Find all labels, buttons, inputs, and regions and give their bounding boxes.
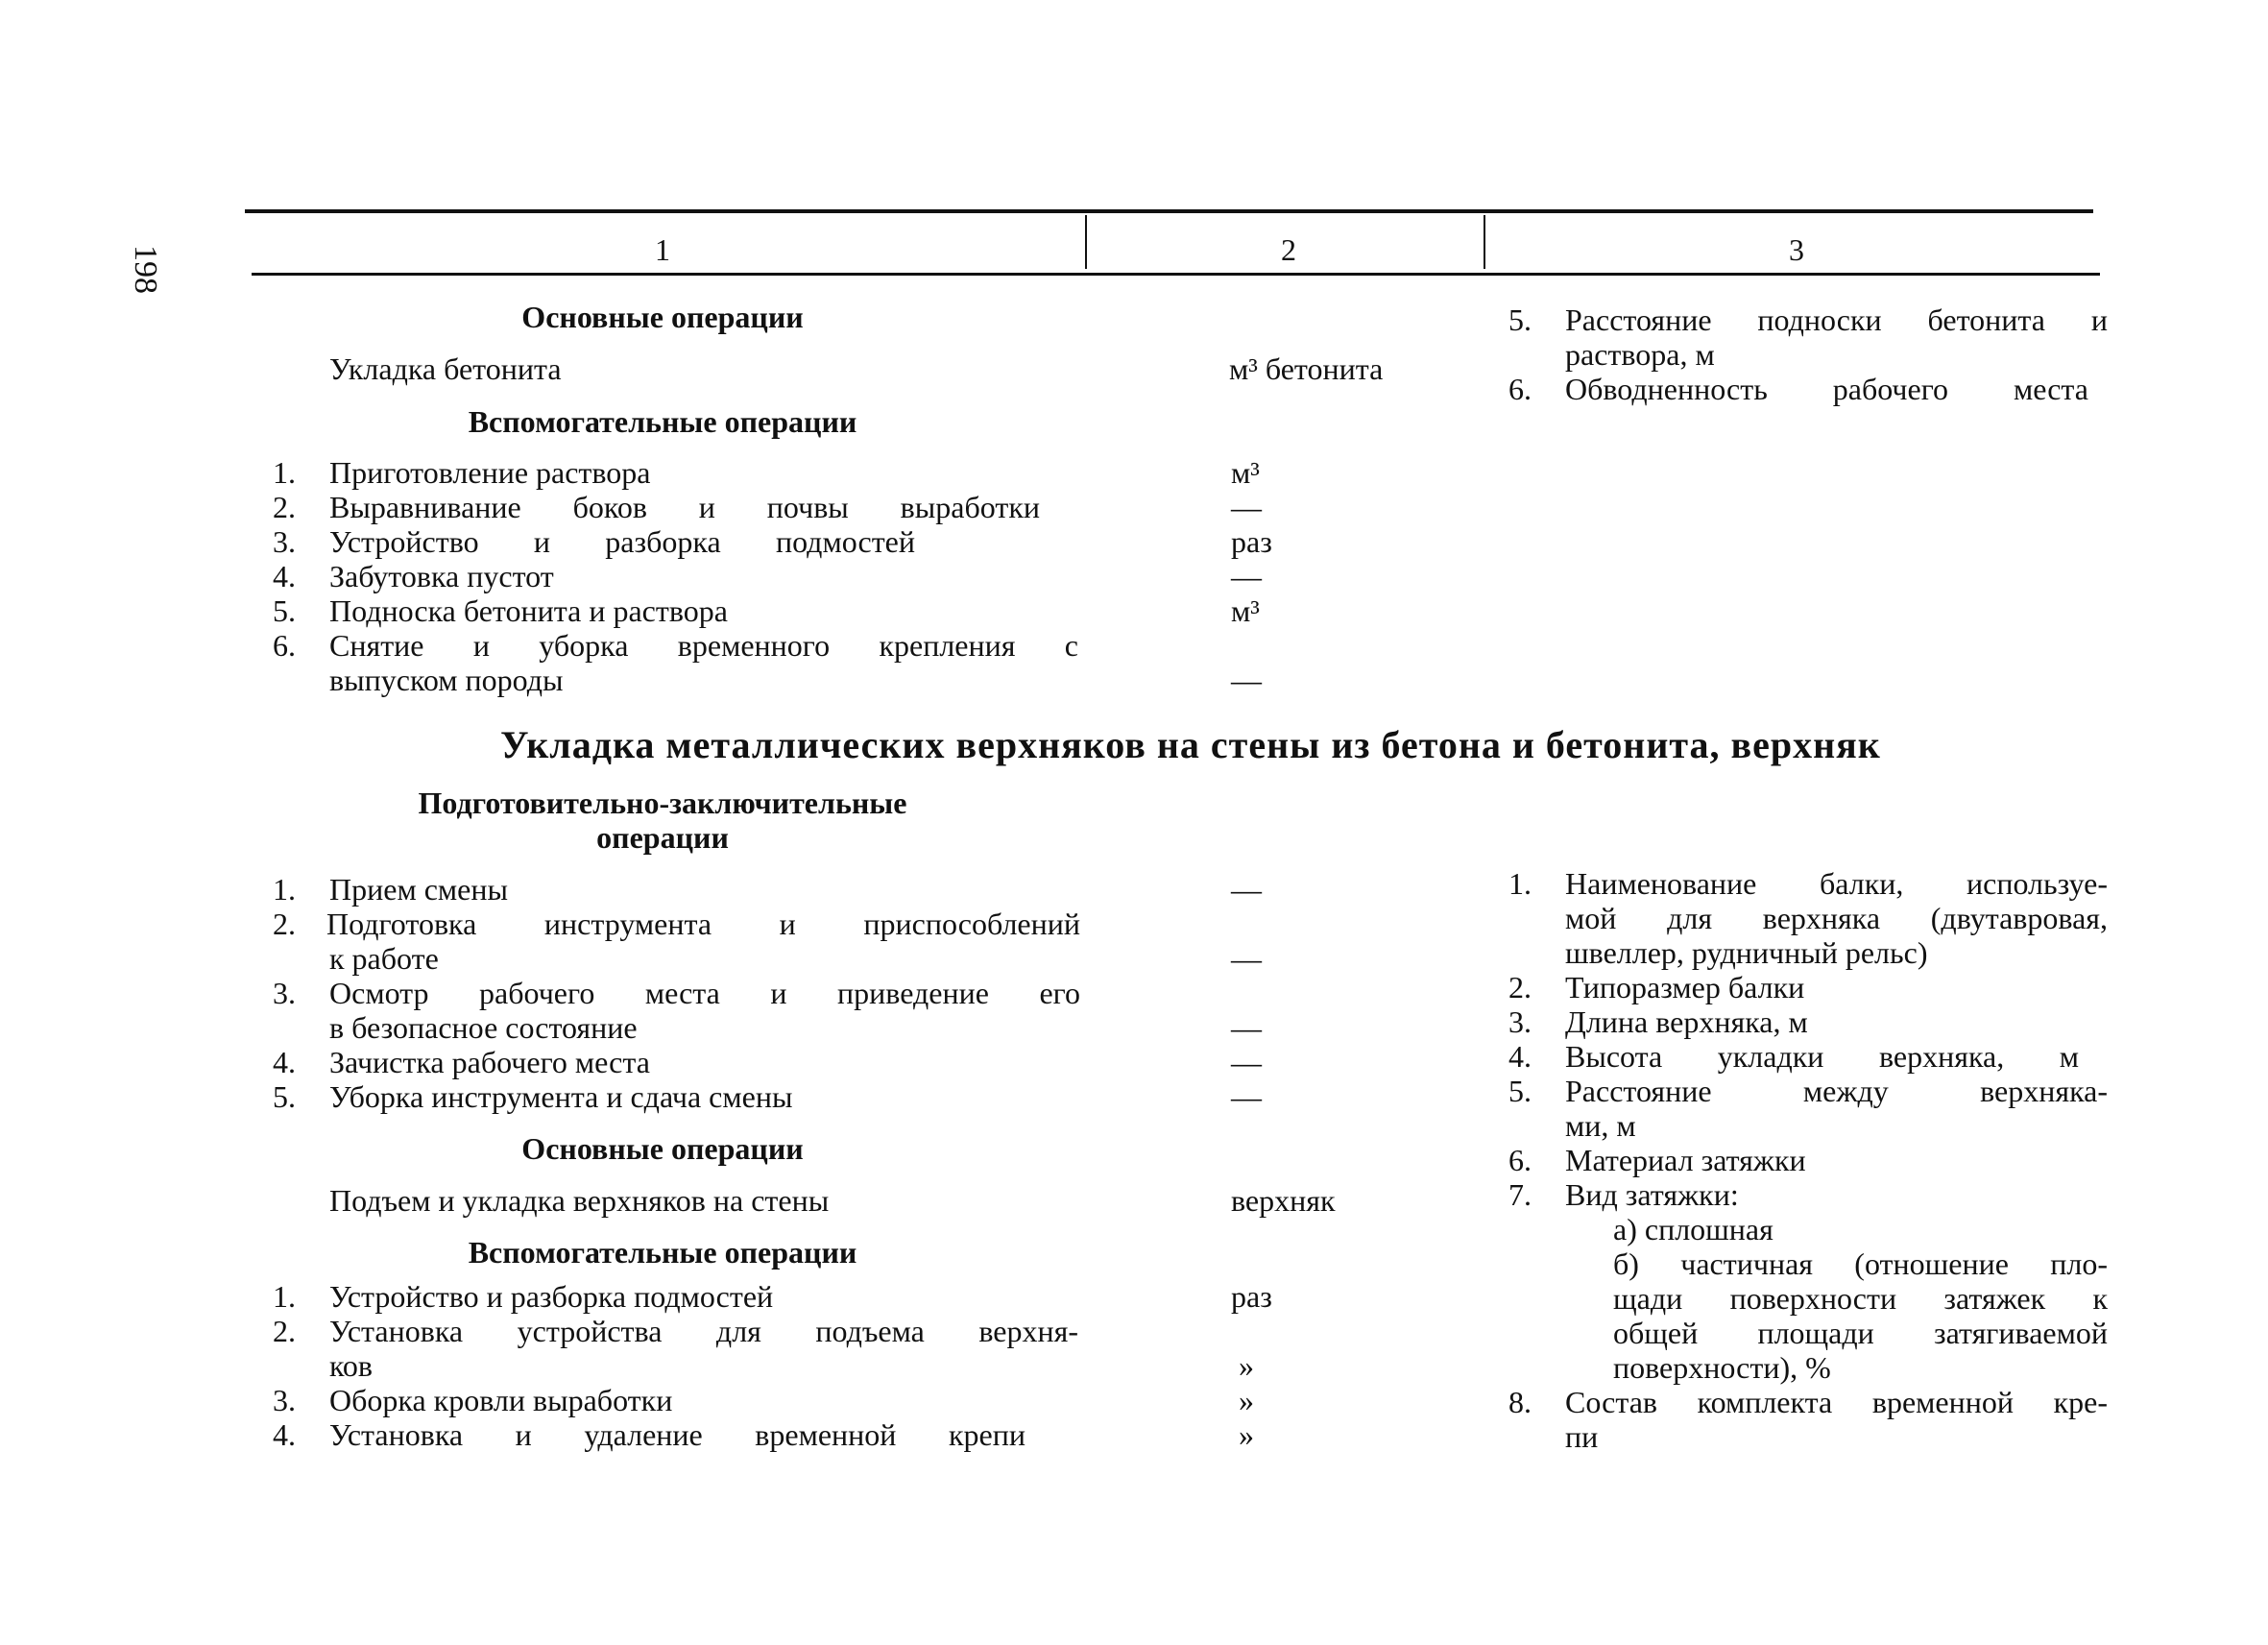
- s1-aux-unit-5: м³: [1231, 593, 1260, 628]
- header-col1: 1: [655, 232, 670, 267]
- s2-factor-1-line-1: Наименование балки, используе-: [1565, 866, 2108, 901]
- s1-aux-num-5: 5.: [273, 593, 296, 628]
- s1-aux-num-4: 4.: [273, 559, 296, 593]
- s2-factor-7b-line-1: б) частичная (отношение пло-: [1613, 1246, 2108, 1281]
- s2-prep-text-3b: в безопасное состояние: [329, 1010, 638, 1045]
- s2-main-heading: Основные операции: [521, 1131, 804, 1166]
- s2-aux-heading: Вспомогательные операции: [468, 1235, 857, 1270]
- s2-factor-num-2: 2.: [1508, 970, 1532, 1004]
- s2-prep-num-4: 4.: [273, 1045, 296, 1079]
- s2-aux-unit-3: »: [1239, 1383, 1254, 1417]
- s2-aux-num-2: 2.: [273, 1314, 296, 1348]
- s1-factor-text-2: Обводненность рабочего места: [1565, 372, 2088, 406]
- s2-prep-heading-1: Подготовительно-заключительные: [418, 786, 907, 820]
- s2-factor-3-line-1: Длина верхняка, м: [1565, 1004, 1808, 1039]
- s1-aux-heading: Вспомогательные операции: [468, 404, 857, 439]
- s2-factor-num-1: 1.: [1508, 866, 1532, 901]
- s1-factor-num-1: 5.: [1508, 302, 1532, 337]
- s1-aux-unit-2: —: [1231, 490, 1262, 524]
- s2-prep-unit-1: —: [1231, 872, 1262, 907]
- s1-aux-text-2: Выравнивание боков и почвы выработки: [329, 490, 1040, 524]
- s1-aux-text-5: Подноска бетонита и раствора: [329, 593, 728, 628]
- s2-prep-text-5: Уборка инструмента и сдача смены: [329, 1079, 793, 1114]
- header-divider-2: [1484, 215, 1485, 269]
- s2-prep-num-5: 5.: [273, 1079, 296, 1114]
- s2-factor-num-5: 5.: [1508, 1074, 1532, 1108]
- s2-aux-text-4: Установка и удаление временной крепи: [329, 1417, 1025, 1452]
- s2-factor-1-line-2: мой для верхняка (двутавровая,: [1565, 901, 2108, 935]
- s1-main-op: Укладка бетонита: [329, 351, 562, 386]
- page-number: 198: [128, 245, 163, 294]
- header-col2: 2: [1281, 232, 1296, 267]
- s2-prep-unit-2: —: [1231, 941, 1262, 976]
- s2-factor-7b-line-2: щади поверхности затяжек к: [1613, 1281, 2108, 1316]
- s1-aux-num-1: 1.: [273, 455, 296, 490]
- s2-title: Укладка металлических верхняков на стены из бетона и бетонита, верхняк: [500, 723, 1881, 766]
- s1-factor-text-1b: раствора, м: [1565, 337, 1715, 372]
- s2-factor-num-7: 7.: [1508, 1177, 1532, 1212]
- s1-aux-unit-1: м³: [1231, 455, 1260, 490]
- header-bottom-rule: [252, 273, 2100, 276]
- s2-aux-num-1: 1.: [273, 1279, 296, 1314]
- s2-prep-unit-3: —: [1231, 1010, 1262, 1045]
- s2-main-op: Подъем и укладка верхняков на стены: [329, 1183, 830, 1218]
- s1-aux-text-3: Устройство и разборка подмостей: [329, 524, 915, 559]
- s2-aux-text-2: Установка устройства для подъема верхня-: [329, 1314, 1078, 1348]
- s2-aux-unit-1: раз: [1231, 1279, 1272, 1314]
- s2-factor-7a: а) сплошная: [1613, 1212, 1773, 1246]
- s1-aux-text-6: Снятие и уборка временного крепления с: [329, 628, 1078, 663]
- s2-factor-6-line-1: Материал затяжки: [1565, 1143, 1806, 1177]
- s2-factor-8-line-1: Состав комплекта временной кре-: [1565, 1385, 2108, 1419]
- s1-aux-text-4: Забутовка пустот: [329, 559, 554, 593]
- s2-prep-text-3: Осмотр рабочего места и приведение его: [329, 976, 1080, 1010]
- s2-factor-num-8: 8.: [1508, 1385, 1532, 1419]
- s2-factor-1-line-3: швеллер, рудничный рельс): [1565, 935, 1928, 970]
- s2-factor-4-line-1: Высота укладки верхняка, м: [1565, 1039, 2079, 1074]
- s1-aux-text-1: Приготовление раствора: [329, 455, 651, 490]
- s1-aux-num-2: 2.: [273, 490, 296, 524]
- s2-aux-unit-2: »: [1239, 1348, 1254, 1383]
- s2-aux-text-1: Устройство и разборка подмостей: [329, 1279, 774, 1314]
- s2-factor-num-3: 3.: [1508, 1004, 1532, 1039]
- s2-main-op-unit: верхняк: [1231, 1183, 1336, 1218]
- s2-factor-num-6: 6.: [1508, 1143, 1532, 1177]
- s1-aux-unit-3: раз: [1231, 524, 1272, 559]
- header-divider-1: [1085, 215, 1087, 269]
- s2-prep-num-3: 3.: [273, 976, 296, 1010]
- s2-factor-7b-line-4: поверхности), %: [1613, 1350, 1831, 1385]
- s1-factor-text-1: Расстояние подноски бетонита и: [1565, 302, 2108, 337]
- s2-prep-text-1: Прием смены: [329, 872, 508, 907]
- s2-prep-unit-4: —: [1231, 1045, 1262, 1079]
- s1-main-op-unit: м³ бетонита: [1229, 351, 1384, 386]
- s1-aux-unit-6: —: [1231, 663, 1262, 697]
- s2-aux-unit-4: »: [1239, 1417, 1254, 1452]
- s2-aux-text-2b: ков: [329, 1348, 374, 1383]
- header-col3: 3: [1789, 232, 1804, 267]
- s2-factor-5-line-1: Расстояние между верхняка-: [1565, 1074, 2108, 1108]
- s1-aux-num-3: 3.: [273, 524, 296, 559]
- s2-aux-text-3: Оборка кровли выработки: [329, 1383, 673, 1417]
- s2-factor-num-4: 4.: [1508, 1039, 1532, 1074]
- s2-prep-text-2: Подготовка инструмента и приспособлений: [326, 907, 1080, 941]
- s1-factor-num-2: 6.: [1508, 372, 1532, 406]
- s2-prep-text-4: Зачистка рабочего места: [329, 1045, 650, 1079]
- s2-prep-num-2: 2.: [273, 907, 296, 941]
- s1-aux-unit-4: —: [1231, 559, 1262, 593]
- s2-aux-num-3: 3.: [273, 1383, 296, 1417]
- s2-prep-heading-2: операции: [596, 820, 729, 855]
- s1-aux-num-6: 6.: [273, 628, 296, 663]
- s2-aux-num-4: 4.: [273, 1417, 296, 1452]
- s2-factor-2-line-1: Типоразмер балки: [1565, 970, 1805, 1004]
- s2-prep-text-2b: к работе: [329, 941, 439, 976]
- s2-factor-7b-line-3: общей площади затягиваемой: [1613, 1316, 2108, 1350]
- header-top-rule: [245, 209, 2093, 213]
- s2-factor-8-line-2: пи: [1565, 1419, 1599, 1454]
- s1-aux-text-6b: выпуском породы: [329, 663, 564, 697]
- s2-factor-5-line-2: ми, м: [1565, 1108, 1636, 1143]
- s2-factor-7-line-1: Вид затяжки:: [1565, 1177, 1739, 1212]
- s2-prep-unit-5: —: [1231, 1079, 1262, 1114]
- s2-prep-num-1: 1.: [273, 872, 296, 907]
- s1-main-heading: Основные операции: [521, 300, 804, 334]
